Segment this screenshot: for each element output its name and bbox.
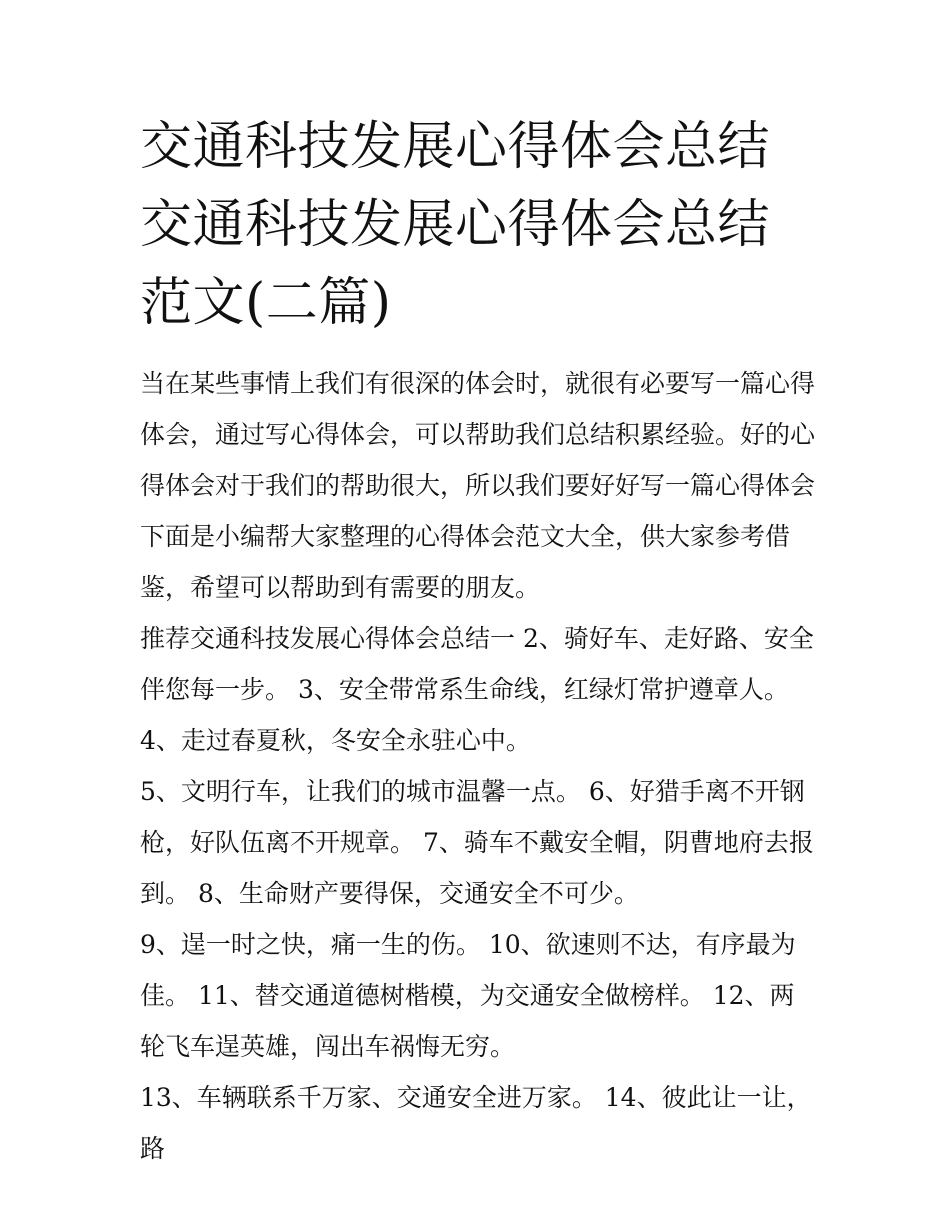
document-title: 交通科技发展心得体会总结 交通科技发展心得体会总结范文(二篇) bbox=[140, 117, 771, 333]
document-body bbox=[140, 108, 816, 1174]
paragraph-slogans-3: 5、文明行车，让我们的城市温馨一点。 6、好猎手离不开钢枪，好队伍离不开规章。 7、骑车不戴安全帽，阴曹地府去报到。 8、生命财产要得保，交通安全不可少。 bbox=[140, 777, 814, 908]
paragraph-slogans-4: 9、逞一时之快，痛一生的伤。 10、欲速则不达，有序最为佳。 11、替交通道德树楷模，为交通安全做榜样。 12、两轮飞车逞英雄，闯出车祸悔无穷。 bbox=[140, 930, 796, 1061]
paragraph-slogans-5: 13、车辆联系千万家、交通安全进万家。 14、彼此让一让，路 bbox=[140, 1083, 812, 1163]
paragraph-slogans-1: 推荐交通科技发展心得体会总结一 2、骑好车、走好路、安全伴您每一步。 3、安全带常系生命线，红绿灯常护遵章人。 bbox=[140, 624, 814, 704]
paragraph-intro: 当在某些事情上我们有很深的体会时，就很有必要写一篇心得体会，通过写心得体会，可以帮助我们总结积累经验。好的心得体会对于我们的帮助很大，所以我们要好好写一篇心得体会下面是小编帮大家整理的心得体会范文大全，供大家参考借鉴，希望可以帮助到有需要的朋友。 bbox=[140, 369, 816, 602]
paragraph-slogans-2: 4、走过春夏秋，冬安全永驻心中。 bbox=[140, 726, 531, 755]
